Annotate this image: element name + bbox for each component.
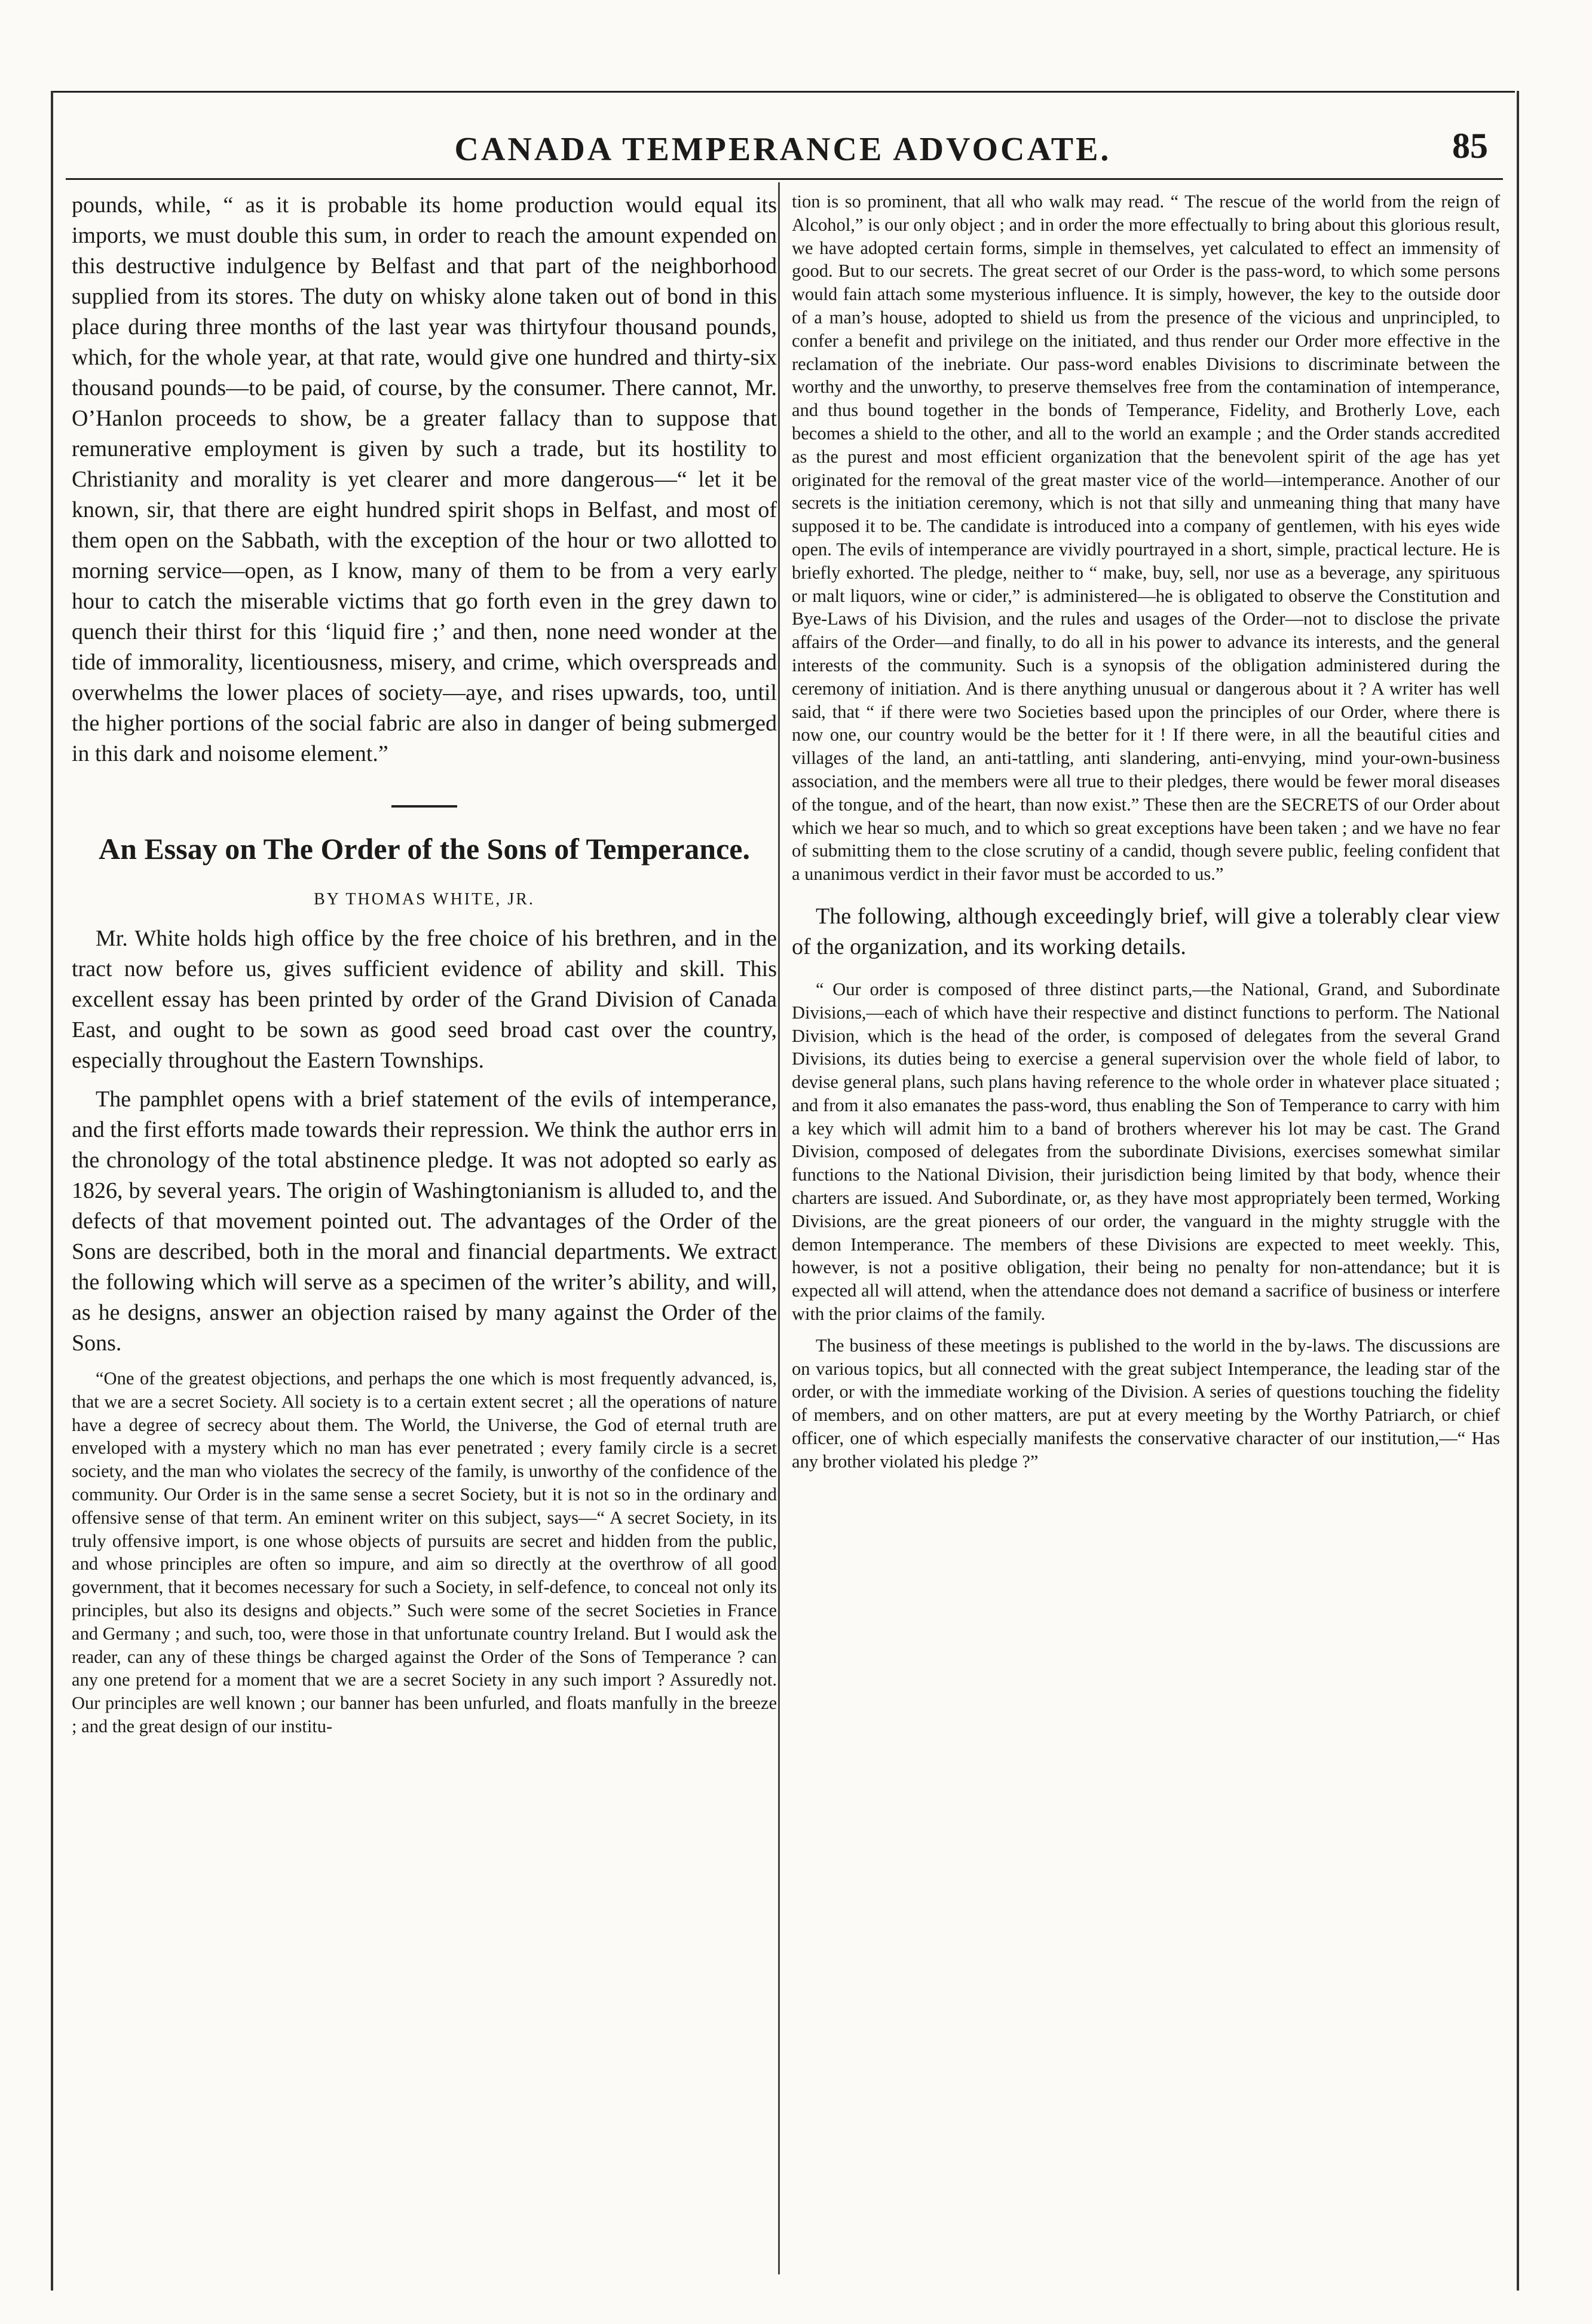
left-border-rule (51, 91, 53, 2291)
following-paragraph: The following, although exceedingly brief, will give a tolerably clear view of the organization, and its working details. (792, 903, 1500, 959)
quoted-extract: “One of the greatest objections, and perhaps the one which is most frequently advanced, is, that we are a secret Society. All society is to a certain extent secret ; all the operations of nature have a degree of secrecy about them. The World, the Universe, the God of eternal truth are enveloped with a mystery which no man has ever penetrated ; every family circle is a secret society, and the man who violates the secrecy of the family, is unworthy of the confidence of the community. Our Order is in the same sense a secret Society, but it is not so in the ordinary and offensive sense of that term. An eminent writer on this subject, says—“ A secret Society, in its truly offensive import, is one whose objects of pursuits are secret and hidden from the public, and whose principles are often so impure, and aim so directly at the overthrow of all good government, that it becomes necessary for such a Society, in self-defence, to conceal not only its principles, but also its designs and objects.” Such were some of the secret Societies in France and Germany ; and such, too, were those in that unfortunate country Ireland. But I would ask the reader, can any of these things be charged against the Order of the Sons of Temperance ? can any one pretend for a moment that we are a secret Society in any such import ? Assuredly not. Our principles are well known ; our banner has been unfurled, and floats manfully in the breeze ; and the great design of our institu- (72, 1368, 777, 1736)
top-border-rule (51, 91, 1515, 93)
right-column (792, 190, 1500, 1473)
right-border-rule (1517, 91, 1519, 2291)
quoted-extract-continued: tion is so prominent, that all who walk may read. “ The rescue of the world from the reign of Alcohol,” is our only object ; and in order the more effectually to bring about this glorious result, we have adopted certain forms, simple in themselves, yet calculated to effect an immensity of good. But to our secrets. The great secret of our Order is the pass-word, to which some persons would fain attach some mysterious influence. It is simply, however, the key to the outside door of a man’s house, adopted to shield us from the presence of the vicious and unprincipled, to confer a benefit and privilege on the initiated, and thus render our Order more effective in the reclamation of the inebriate. Our pass-word enables Divisions to discriminate between the worthy and the unworthy, to preserve themselves free from the contamination of intemperance, and thus bound together in the bonds of Temperance, Fidelity, and Brotherly Love, each becomes a shield to the other, and all to the world an example ; and the Order stands accredited as the purest and most efficient organization that the benevolent spirit of the age has yet originated for the removal of the great master vice of the world—intemperance. Another of our secrets is the initiation ceremony, which is not that silly and unmeaning thing that many have supposed it to be. The candidate is introduced into a company of gentlemen, with his eyes wide open. The evils of intemperance are vividly pourtrayed in a short, simple, practical lecture. He is briefly exhorted. The pledge, neither to “ make, buy, sell, nor use as a beverage, any spirituous or malt liquors, wine or cider,” is administered—he is obligated to observe the Constitution and Bye-Laws of his Division, and the rules and usages of the Order—not to disclose the private affairs of the Order—and finally, to do all in his power to advance its interests, and the general interests of the community. Such is a synopsis of the obligation administered during the ceremony of initiation. And is there anything unusual or dangerous about it ? A writer has well said, that “ if there were two Societies based upon the principles of our Order, where there is now one, our country would be the better for it ! If there were, in all the beautiful cities and villages of the land, an anti-tattling, anti slandering, anti-envying, mind your-own-business association, and the members were all true to their pledges, there would be fewer moral diseases of the tongue, and of the heart, than now exist.” These then are the SECRETS of our Order about which we hear so much, and to which so great exceptions have been taken ; and we have no fear of submitting them to the close scrutiny of a candid, though severe public, feeling confident that a unanimous verdict in their favor must be accorded to us.” (792, 191, 1500, 885)
page-number: 85 (1452, 126, 1488, 166)
order-structure-quote: “ Our order is composed of three distinct parts,—the National, Grand, and Subordinate Divisions,—each of which have their respective and distinct functions to perform. The National Division, which is the head of the order, is composed of delegates from the several Grand Divisions, its duties being to exercise a general supervision over the whole field of labor, to devise general plans, such plans having reference to the whole order in whatever place situated ; and from it also emanates the pass-word, thus enabling the Son of Temperance to carry with him a key which will admit him to a band of brothers wherever his lot may be cast. The Grand Division, composed of delegates from the subordinate Divisions, exercises somewhat similar functions to the National Division, their jurisdiction being limited by that body, whence their charters are issued. And Subordinate, or, as they have most appropriately been termed, Working Divisions, are the great pioneers of our order, the vanguard in the mighty struggle with the demon Intemperance. The members of these Divisions are expected to meet weekly. This, however, is not a positive obligation, their being no penalty for non-attendance; but it is expected all will attend, when the attendance does not demand a sacrifice of business or interfere with the prior claims of the family. (792, 978, 1500, 1325)
essay-paragraph-1: Mr. White holds high office by the free choice of his brethren, and in the tract now before us, gives sufficient evidence of ability and skill. This excellent essay has been printed by order of the Grand Division of Canada East, and ought to be sown as good seed broad cast over the country, especially throughout the Eastern Townships. (72, 926, 777, 1073)
page-title: CANADA TEMPERANCE ADVOCATE. (454, 131, 1112, 168)
header-rule (66, 178, 1503, 180)
column-divider (778, 182, 780, 2274)
quote-paragraph: pounds, while, “ as it is probable its home production would equal its imports, we must double this sum, in order to reach the amount expended on this destructive indulgence by Belfast and that part of the neighborhood supplied from its stores. The duty on whisky alone taken out of bond in this place during three months of the last year was thirtyfour thousand pounds, which, for the whole year, at that rate, would give one hundred and thirty-six thousand pounds—to be paid, of course, by the consumer. There cannot, Mr. O’Hanlon proceeds to show, be a greater fallacy than to suppose that remunerative employment is given by such a trade, but its hostility to Christianity and morality is yet clearer and more dangerous—“ let it be known, sir, that there are eight hundred spirit shops in Belfast, and most of them open on the Sabbath, with the exception of the hour or two allotted to morning service—open, as I know, many of them to be from a very early hour to catch the miserable victims that go forth even in the grey dawn to quench their thirst for this ‘liquid fire ;’ and then, none need wonder at the tide of immorality, licentiousness, misery, and crime, which overspreads and overwhelms the lower places of society—aye, and rises upwards, too, until the higher portions of the social fabric are also in danger of being submerged in this dark and noisome element.” (72, 192, 777, 766)
essay-paragraph-2: The pamphlet opens with a brief statement of the evils of intemperance, and the first efforts made towards their repression. We think the author errs in the chronology of the total abstinence pledge. It was not adopted so early as 1826, by several years. The origin of Washingtonianism is alluded to, and the defects of that movement pointed out. The advantages of the Order of the Sons are described, both in the moral and financial departments. We extract the following which will serve as a specimen of the writer’s ability, and will, as he designs, answer an objection raised by many against the Order of the Sons. (72, 1087, 777, 1356)
page-header (66, 120, 1500, 173)
meetings-business-quote: The business of these meetings is published to the world in the by-laws. The discussions are on various topics, but all connected with the great subject Intemperance, the leading star of the order, or with the immediate working of the Division. A series of questions touching the fidelity of members, and on other matters, are put at every meeting by the Worthy Patriarch, or chief officer, one of which especially manifests the conservative character of our institution,—“ Has any brother violated his pledge ?” (792, 1335, 1500, 1472)
section-separator (391, 805, 457, 808)
essay-title: An Essay on The Order of the Sons of Temperance. (99, 832, 750, 866)
left-column (72, 190, 777, 1738)
essay-byline: BY THOMAS WHITE, JR. (314, 890, 535, 909)
